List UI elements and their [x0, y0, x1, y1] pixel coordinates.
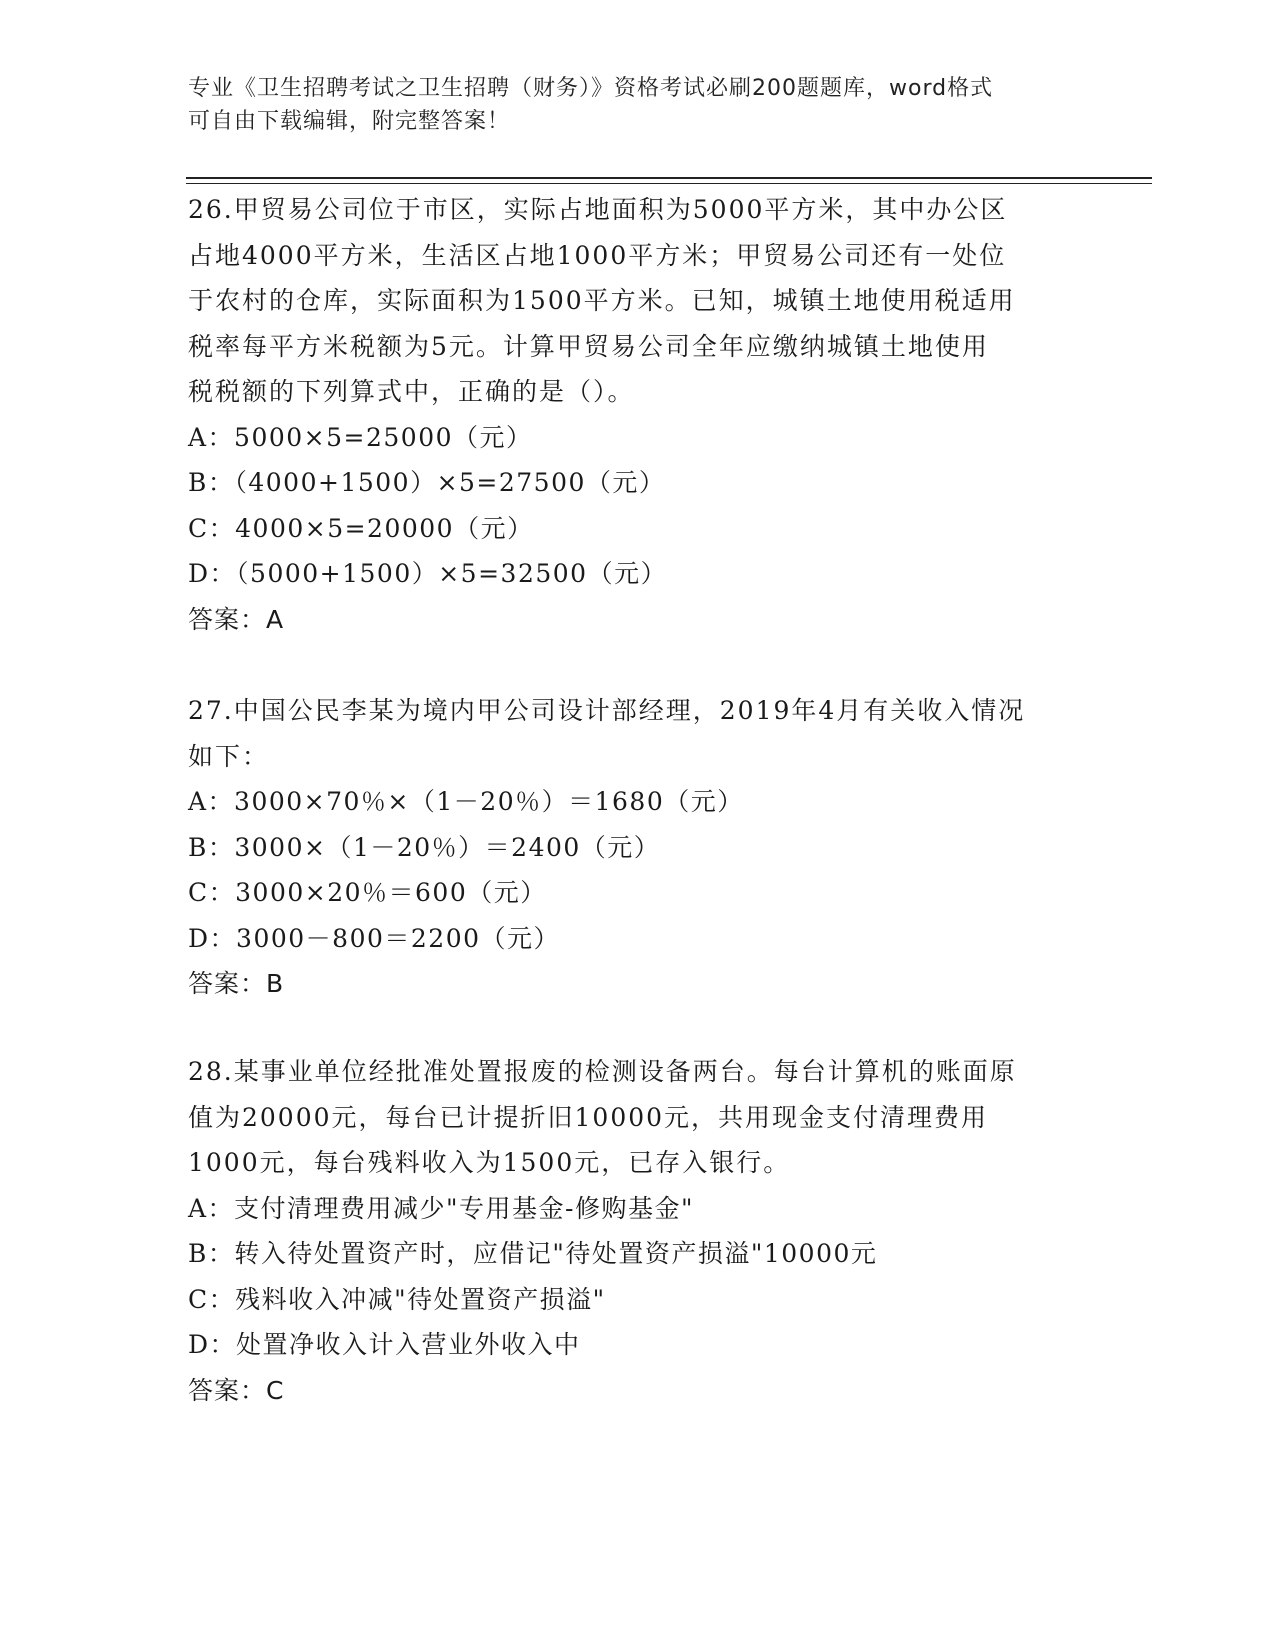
option-d: D：处置净收入计入营业外收入中: [188, 1330, 581, 1359]
question-text-line: 税税额的下列算式中，正确的是（）。: [188, 377, 635, 406]
question-text-line: 如下：: [188, 741, 270, 771]
option-c: C：4000×5=20000（元）: [188, 513, 534, 543]
question-text-line: 税率每平方米税额为5元。计算甲贸易公司全年应缴纳城镇土地使用: [188, 331, 989, 361]
option-a: A：5000×5=25000（元）: [188, 422, 533, 452]
option-d: D：（5000+1500）×5=32500（元）: [188, 559, 668, 588]
header-divider-thick: [186, 177, 1152, 179]
question-text-line: 27.中国公民李某为境内甲公司设计部经理，2019年4月有关收入情况: [188, 696, 1026, 725]
option-b: B：3000×（1－20％）＝2400（元）: [188, 832, 661, 862]
option-b: B：转入待处置资产时，应借记"待处置资产损溢"10000元: [188, 1239, 878, 1268]
option-a: A：3000×70％×（1－20％）＝1680（元）: [188, 787, 744, 816]
question-text-line: 占地4000平方米，生活区占地1000平方米；甲贸易公司还有一处位: [188, 240, 1007, 270]
option-a: A：支付清理费用减少"专用基金-修购基金": [188, 1193, 695, 1223]
option-d: D：3000－800＝2200（元）: [188, 923, 561, 953]
header-line-2: 可自由下载编辑，附完整答案！: [188, 109, 511, 134]
option-b: B：（4000+1500）×5=27500（元）: [188, 468, 666, 497]
answer-label: 答案：C: [188, 1375, 285, 1405]
header-divider-thin: [186, 183, 1152, 184]
option-c: C：3000×20％＝600（元）: [188, 878, 547, 907]
question-text-line: 26.甲贸易公司位于市区，实际占地面积为5000平方米，其中办公区: [188, 195, 1008, 224]
answer-label: 答案：B: [188, 969, 285, 998]
question-26: [188, 187, 1088, 642]
question-text-line: 值为20000元，每台已计提折旧10000元，共用现金支付清理费用: [188, 1102, 989, 1132]
option-c: C：残料收入冲减"待处置资产损溢": [188, 1284, 606, 1314]
answer-label: 答案：A: [188, 604, 285, 634]
question-text-line: 1000元，每台残料收入为1500元，已存入银行。: [188, 1148, 791, 1177]
question-text-line: 28.某事业单位经批准处置报废的检测设备两台。每台计算机的账面原: [188, 1057, 1017, 1086]
question-27: [188, 688, 1088, 1007]
header-line-1: 专业《卫生招聘考试之卫生招聘（财务）》资格考试必刷200题题库，word格式: [188, 76, 994, 101]
question-text-line: 于农村的仓库，实际面积为1500平方米。已知，城镇土地使用税适用: [188, 286, 1016, 315]
question-28: [188, 1049, 1088, 1413]
document-header: [188, 72, 1088, 138]
